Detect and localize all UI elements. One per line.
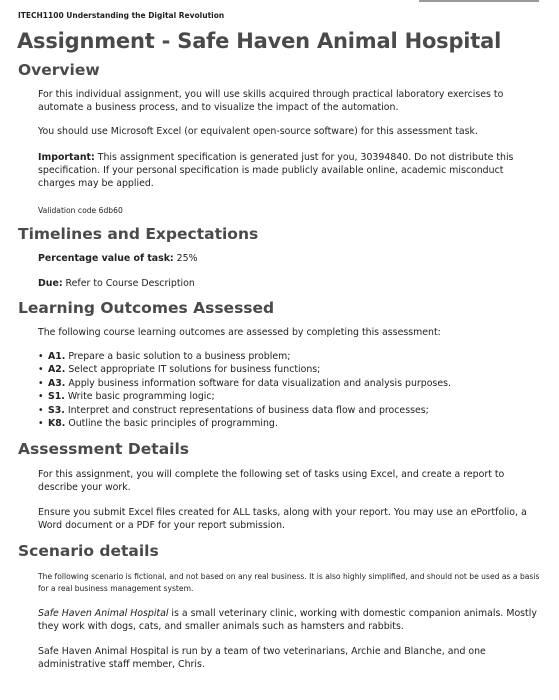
- assessment-paragraph-1: For this assignment, you will complete the following set of tasks using Excel, and create a report to describe your work.: [38, 469, 505, 493]
- overview-paragraph-1: For this individual assignment, you will use skills acquired through practical laboratory exercises to automate a business process, and to visualize the impact of the automation.: [38, 89, 504, 113]
- percentage-label: Percentage value of task:: [38, 253, 174, 264]
- list-item: • S1. Write basic programming logic;: [38, 391, 215, 403]
- scenario-disclaimer: The following scenario is fictional, and not based on any real business. It is also highly simplified, and should not be used as a basis for a real business management system.: [38, 572, 540, 593]
- list-item: • A2. Select appropriate IT solutions for business functions;: [38, 364, 321, 376]
- outcomes-list: [38, 350, 451, 430]
- assessment-heading: Assessment Details: [18, 440, 190, 458]
- scenario-heading: Scenario details: [18, 542, 159, 560]
- due-value: Refer to Course Description: [62, 278, 195, 289]
- assessment-paragraph-2: Ensure you submit Excel files created for ALL tasks, along with your report. You may use an ePortfolio, a Word document or a PDF for your report submission.: [38, 507, 527, 531]
- important-text: This assignment specification is generated just for you, 30394840. Do not distribute this specification. If your personal specification is made publicly available online, academic misconduct charges may be applied.: [38, 152, 514, 189]
- percentage-value: 25%: [173, 253, 198, 264]
- important-label: Important:: [38, 152, 95, 163]
- top-rule: [419, 0, 539, 2]
- scenario-paragraph-1-text: is a small veterinary clinic, working with domestic companion animals. Mostly they work with dogs, cats, and smaller animals such as hamsters and rabbits.: [38, 608, 537, 632]
- percentage-line: [38, 252, 543, 265]
- scenario-paragraph-1: [38, 607, 543, 633]
- due-line: [38, 277, 543, 290]
- course-title: ITECH1100 Understanding the Digital Revolution: [18, 11, 225, 20]
- due-label: Due:: [38, 278, 63, 289]
- list-item: • S3. Interpret and construct representations of business data flow and processes;: [38, 404, 429, 416]
- overview-heading: Overview: [18, 61, 100, 79]
- outcomes-heading: Learning Outcomes Assessed: [18, 299, 275, 317]
- scenario-paragraph-2: Safe Haven Animal Hospital is run by a team of two veterinarians, Archie and Blanche, and one administrative staff member, Chris.: [38, 646, 486, 670]
- list-item: • A1. Prepare a basic solution to a business problem;: [38, 351, 291, 362]
- validation-code: Validation code 6db60: [38, 206, 123, 215]
- business-name: Safe Haven Animal Hospital: [38, 608, 169, 619]
- timelines-heading: Timelines and Expectations: [18, 225, 259, 243]
- page-title: Assignment - Safe Haven Animal Hospital: [17, 29, 502, 53]
- outcomes-intro: The following course learning outcomes are assessed by completing this assessment:: [38, 327, 441, 338]
- list-item: • K8. Outline the basic principles of programming.: [38, 418, 278, 430]
- important-paragraph: [38, 151, 543, 190]
- overview-paragraph-2: You should use Microsoft Excel (or equivalent open-source software) for this assessment task.: [38, 126, 478, 137]
- list-item: • A3. Apply business information software for data visualization and analysis purposes.: [38, 377, 451, 389]
